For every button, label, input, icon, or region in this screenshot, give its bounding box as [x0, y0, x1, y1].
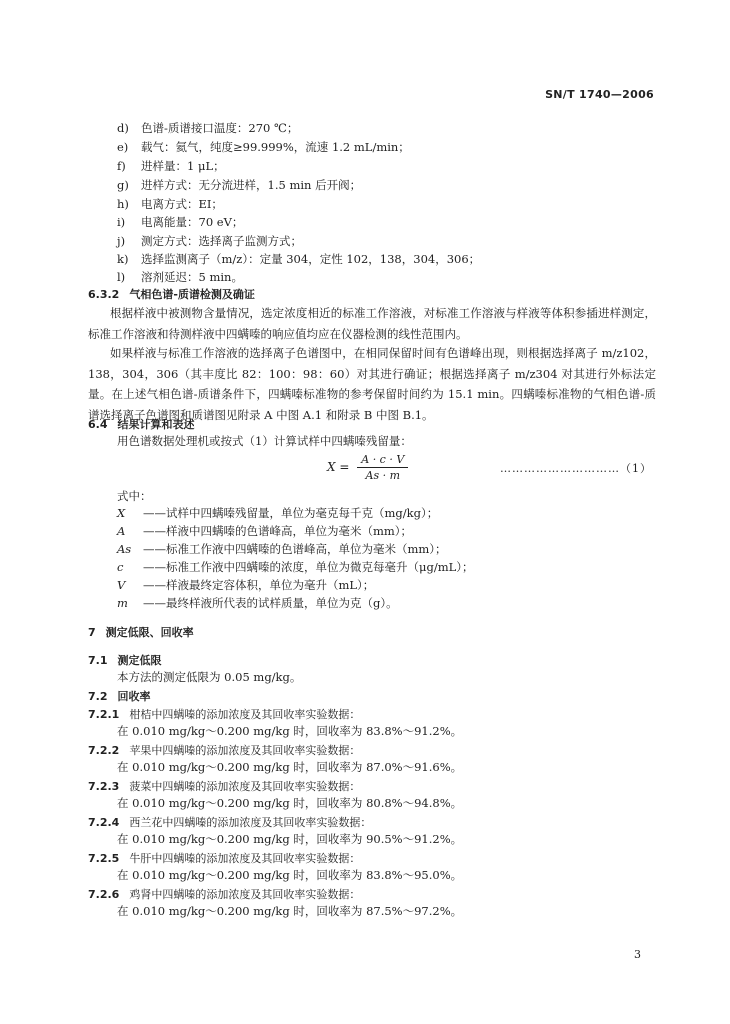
section-heading-6-3-2: [88, 286, 255, 302]
recovery-item-text: 在 0.010 mg/kg～0.200 mg/kg 时，回收率为 87.0%～91.6%。: [117, 760, 463, 774]
condition-letter: g): [117, 178, 129, 192]
recovery-item-heading: [88, 778, 360, 794]
section-number: 6.3.2: [88, 288, 120, 301]
recovery-item-text: 在 0.010 mg/kg～0.200 mg/kg 时，回收率为 87.5%～97.2%。: [117, 904, 463, 918]
section-number: 7: [88, 626, 96, 639]
section-title: 测定低限: [117, 654, 162, 667]
recovery-item-title: 苹果中四螨嗪的添加浓度及其回收率实验数据：: [129, 744, 361, 757]
formula-fraction: [357, 453, 408, 482]
section-heading-7-2: [88, 688, 151, 704]
symbol-desc: ——样液中四螨嗪的色谱峰高，单位为毫米（mm）；: [143, 524, 413, 538]
where-label: 式中：: [117, 489, 152, 503]
condition-item: [117, 178, 361, 192]
section-heading-7-1: [88, 652, 162, 668]
condition-letter: e): [117, 140, 129, 154]
condition-text: 进样量：1 μL；: [141, 159, 225, 173]
condition-item: [117, 234, 302, 248]
symbol: c: [117, 560, 124, 574]
symbol: V: [117, 578, 126, 592]
recovery-item-title: 牛肝中四螨嗪的添加浓度及其回收率实验数据：: [129, 852, 361, 865]
recovery-item-number: 7.2.3: [88, 780, 120, 793]
paragraph: 根据样液中被测物含量情况，选定浓度相近的标准工作溶液，对标准工作溶液与样液等体积参插进样测定，标准工作溶液和待测样液中四螨嗪的响应值均应在仪器检测的线性范围内。: [88, 306, 656, 341]
formula-denominator: As · m: [365, 469, 401, 482]
condition-letter: f): [117, 159, 126, 173]
condition-letter: i): [117, 215, 126, 229]
section-number: 6.4: [88, 418, 108, 431]
section-title: 气相色谱-质谱检测及确证: [129, 288, 255, 301]
symbol: As: [117, 542, 132, 556]
condition-letter: l): [117, 270, 126, 284]
condition-item: [117, 270, 243, 284]
formula-lhs: X =: [327, 460, 350, 474]
recovery-item-title: 西兰花中四螨嗪的添加浓度及其回收率实验数据：: [129, 816, 372, 829]
section-title: 结果计算和表述: [117, 418, 195, 431]
symbol-row: [117, 596, 398, 610]
recovery-item-number: 7.2.2: [88, 744, 120, 757]
section-number: 7.2: [88, 690, 108, 703]
symbol-desc: ——最终样液所代表的试样质量，单位为克（g）。: [143, 596, 398, 610]
symbol-row: [117, 560, 474, 574]
standard-code: SN/T 1740—2006: [545, 88, 654, 101]
symbol-row: [117, 506, 438, 520]
formula-intro: 用色谱数据处理机或按式（1）计算试样中四螨嗪残留量：: [117, 434, 412, 448]
recovery-item-title: 柑桔中四螨嗪的添加浓度及其回收率实验数据：: [129, 708, 361, 721]
recovery-item-number: 7.2.4: [88, 816, 120, 829]
symbol-desc: ——标准工作液中四螨嗪的浓度，单位为微克每毫升（μg/mL）；: [143, 560, 474, 574]
condition-text: 电离方式：EI；: [141, 197, 223, 211]
formula-numerator: A · c · V: [357, 453, 408, 468]
recovery-item-heading: [88, 742, 360, 758]
condition-letter: k): [117, 252, 129, 266]
recovery-item-text: 在 0.010 mg/kg～0.200 mg/kg 时，回收率为 90.5%～91.2%。: [117, 832, 463, 846]
symbol-desc: ——标准工作液中四螨嗪的色谱峰高，单位为毫米（mm）；: [143, 542, 447, 556]
recovery-item-text: 在 0.010 mg/kg～0.200 mg/kg 时，回收率为 83.8%～95.0%。: [117, 868, 463, 882]
section-title: 回收率: [117, 690, 151, 703]
recovery-item-heading: [88, 886, 360, 902]
section-heading-6-4: [88, 416, 195, 432]
condition-text: 测定方式：选择离子监测方式；: [141, 234, 302, 248]
recovery-item-heading: [88, 850, 360, 866]
recovery-item-heading: [88, 814, 371, 830]
paragraph: 如果样液与标准工作溶液的选择离子色谱图中，在相同保留时间有色谱峰出现，则根据选择离子 m/z102，138，304，306（其丰度比 82：100：98：60）对其进行确证；根据选择离子 m/z304 对其进行外标法定量。在上述气相色谱-质谱条件下，四螨嗪标准物的参考保留时间约为 15.1 min。四螨嗪标准物的气相色谱-质谱选择离子色谱图和质谱图见附录 A 中图 A.1 和附录 B 中图 B.1。: [88, 346, 656, 422]
condition-item: [117, 121, 298, 135]
symbol: m: [117, 596, 128, 610]
body-text: 本方法的测定低限为 0.05 mg/kg。: [117, 670, 302, 684]
condition-item: [117, 252, 480, 266]
recovery-item-title: 鸡肾中四螨嗪的添加浓度及其回收率实验数据：: [129, 888, 361, 901]
recovery-item-number: 7.2.6: [88, 888, 120, 901]
symbol: A: [117, 524, 126, 538]
section-title: 测定低限、回收率: [105, 626, 194, 639]
recovery-item-heading: [88, 706, 360, 722]
symbol-row: [117, 578, 374, 592]
condition-text: 电离能量：70 eV；: [141, 215, 244, 229]
symbol-desc: ——样液最终定容体积，单位为毫升（mL）；: [143, 578, 375, 592]
symbol-desc: ——试样中四螨嗪残留量，单位为毫克每千克（mg/kg）；: [143, 506, 439, 520]
section-heading-7: [88, 624, 194, 640]
condition-text: 进样方式：无分流进样，1.5 min 后开阀；: [141, 178, 362, 192]
condition-letter: j): [117, 234, 126, 248]
condition-letter: d): [117, 121, 129, 135]
recovery-item-title: 菠菜中四螨嗪的添加浓度及其回收率实验数据：: [129, 780, 361, 793]
symbol: X: [117, 506, 126, 520]
equation-number: …………………………（1）: [500, 462, 652, 475]
condition-text: 色谱-质谱接口温度：270 ℃；: [141, 121, 299, 135]
condition-item: [117, 159, 225, 173]
symbol-row: [117, 542, 447, 556]
condition-text: 选择监测离子（m/z）：定量 304，定性 102，138，304，306；: [141, 252, 481, 266]
condition-item: [117, 140, 410, 154]
formula: [327, 453, 408, 482]
condition-text: 载气：氦气，纯度≥99.999%，流速 1.2 mL/min；: [141, 140, 410, 154]
recovery-item-number: 7.2.1: [88, 708, 120, 721]
condition-text: 溶剂延迟：5 min。: [141, 270, 243, 284]
condition-item: [117, 197, 223, 211]
condition-letter: h): [117, 197, 129, 211]
condition-item: [117, 215, 243, 229]
symbol-row: [117, 524, 412, 538]
recovery-item-text: 在 0.010 mg/kg～0.200 mg/kg 时，回收率为 80.8%～94.8%。: [117, 796, 463, 810]
recovery-item-number: 7.2.5: [88, 852, 120, 865]
recovery-item-text: 在 0.010 mg/kg～0.200 mg/kg 时，回收率为 83.8%～91.2%。: [117, 724, 463, 738]
section-number: 7.1: [88, 654, 108, 667]
page-number: 3: [634, 948, 641, 961]
